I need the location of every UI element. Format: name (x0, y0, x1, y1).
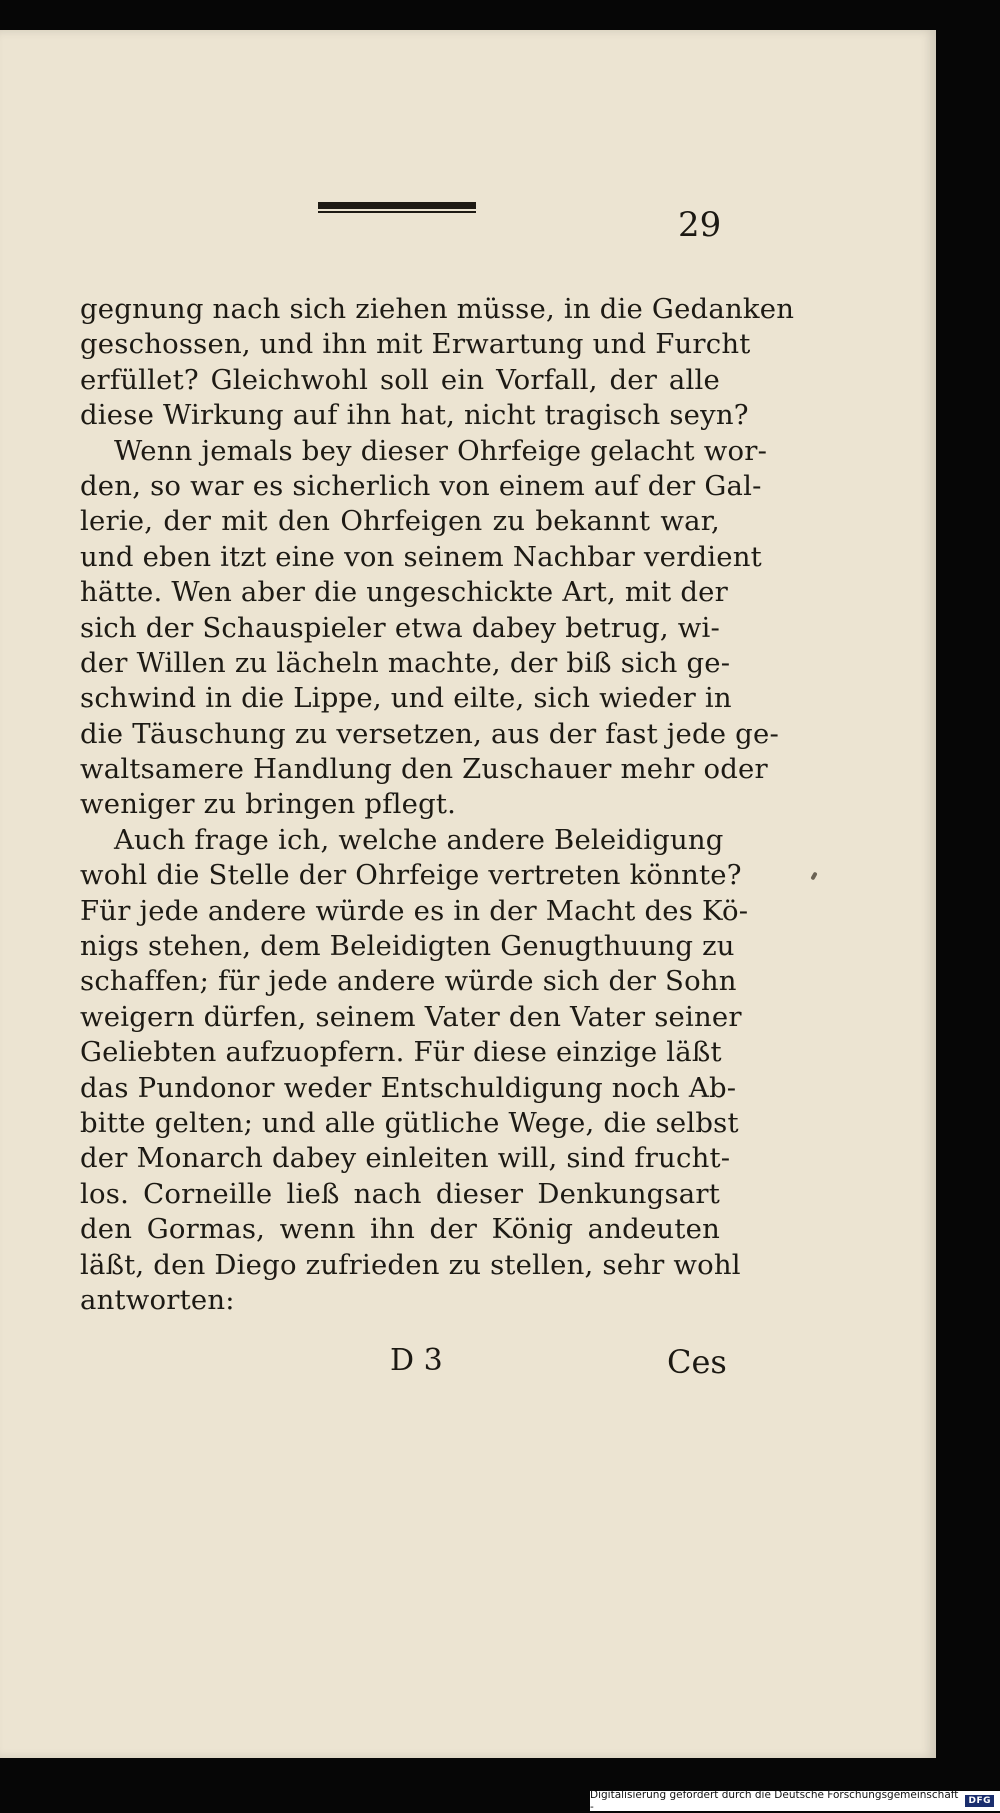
digitization-credit: Digitalisierung gefördert durch die Deutsche Forschungsgemeinschaft - (590, 1789, 959, 1813)
text-line: hätte. Wen aber die ungeschickte Art, mit der (80, 576, 728, 609)
text-line: geschossen, und ihn mit Erwartung und Furcht (80, 328, 751, 361)
text-line: waltsamere Handlung den Zuschauer mehr oder (80, 753, 768, 786)
text-line: der Monarch dabey einleiten will, sind frucht- (80, 1142, 731, 1175)
text-line: den, so war es sicherlich von einem auf der Gal- (80, 469, 762, 502)
signature-mark: D 3 (390, 1343, 443, 1378)
paper-speck (810, 872, 817, 881)
text-line: und eben itzt eine von seinem Nachbar verdient (80, 540, 762, 573)
header-rule (318, 202, 476, 214)
text-line: gegnung nach sich ziehen müsse, in die Gedanken (80, 293, 795, 325)
text-line: los. Corneille ließ nach dieser Denkungsart (80, 1177, 720, 1210)
text-line: erfüllet? Gleichwohl soll ein Vorfall, der alle (80, 363, 720, 396)
book-page (0, 30, 936, 1758)
text-line: bitte gelten; und alle gütliche Wege, die selbst (80, 1106, 739, 1139)
text-line: weniger zu bringen pflegt. (80, 788, 457, 821)
text-line: Wenn jemals bey dieser Ohrfeige gelacht wor- (114, 434, 768, 467)
text-line: weigern dürfen, seinem Vater den Vater seiner (80, 1000, 742, 1033)
text-line: lerie, der mit den Ohrfeigen zu bekannt war, (80, 505, 720, 538)
text-line: der Willen zu lächeln machte, der biß sich ge- (80, 646, 731, 679)
text-line: wohl die Stelle der Ohrfeige vertreten könnte? (80, 859, 742, 892)
body-text (80, 292, 795, 1318)
text-line: sich der Schauspieler etwa dabey betrug, wi- (80, 611, 720, 644)
text-line: Für jede andere würde es in der Macht des Kö- (80, 894, 749, 927)
header-rule-thin (318, 211, 476, 213)
dfg-logo: DFG (965, 1795, 994, 1807)
text-line: schaffen; für jede andere würde sich der Sohn (80, 965, 737, 998)
catchword: Ces (667, 1343, 727, 1381)
text-line: den Gormas, wenn ihn der König andeuten (80, 1213, 720, 1246)
text-line: die Täuschung zu versetzen, aus der fast jede ge- (80, 717, 779, 750)
text-line: das Pundonor weder Entschuldigung noch Ab- (80, 1071, 737, 1104)
text-line: nigs stehen, dem Beleidigten Genugthuung zu (80, 930, 735, 963)
page-number: 29 (678, 205, 722, 245)
digitization-credit-bar (590, 1791, 1000, 1811)
text-line: diese Wirkung auf ihn hat, nicht tragisch seyn? (80, 399, 749, 432)
text-line: antworten: (80, 1283, 235, 1316)
text-line: läßt, den Diego zufrieden zu stellen, sehr wohl (80, 1248, 741, 1281)
text-line: Geliebten aufzuopfern. Für diese einzige läßt (80, 1036, 722, 1069)
text-line: Auch frage ich, welche andere Beleidigung (114, 823, 724, 856)
text-line: schwind in die Lippe, und eilte, sich wieder in (80, 682, 732, 715)
header-rule-thick (318, 202, 476, 209)
